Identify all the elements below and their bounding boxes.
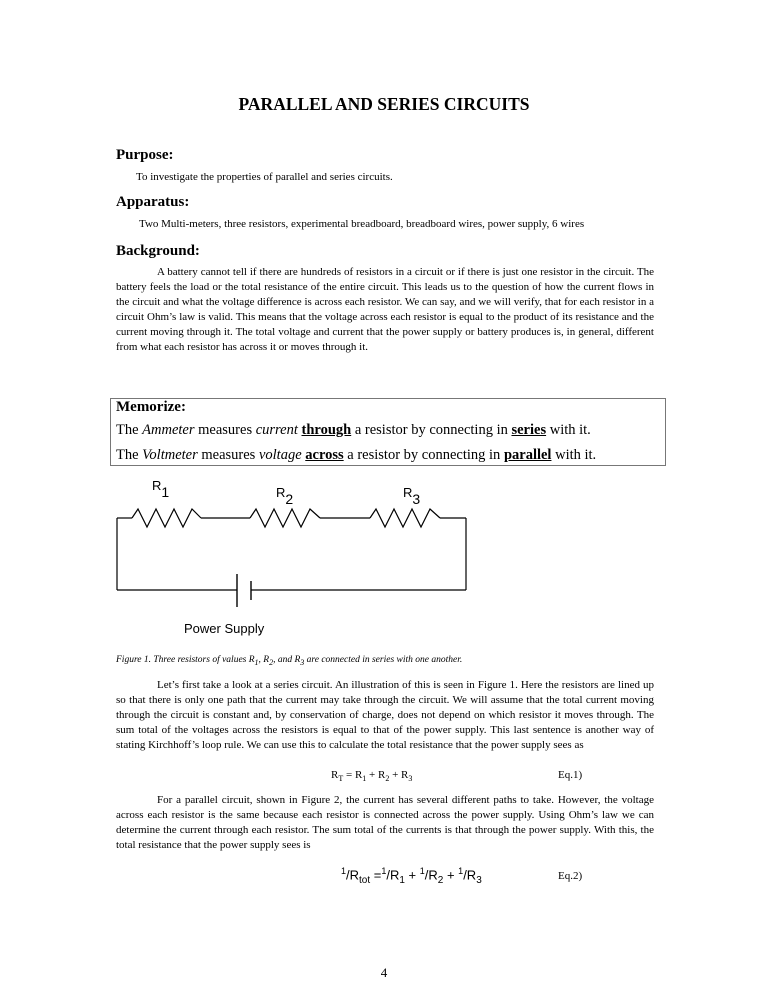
- current-term: current: [255, 422, 298, 438]
- memorize-line-voltmeter: The Voltmeter measures voltage across a resistor by connecting in parallel with it.: [116, 447, 597, 463]
- memorize-heading: Memorize:: [116, 399, 186, 415]
- page-number: 4: [380, 965, 388, 980]
- resistor-r3-symbol: [370, 509, 440, 527]
- background-paragraph: A battery cannot tell if there are hundreds of resistors in a circuit or if there is just one resistor in the circuit. The battery feels the load or the total resistance of the entire circuit. This leads us to the question of how the current flows in the circuit and what the voltage difference is across each resistor. We can say, and we will verify, that for each resistor in a circuit Ohm’s law is valid. This means that the voltage across each resistor is equal to the product of its resistance and the current moving through it. The total voltage and current that the power supply or battery produces is, in general, different from what each resistor has across it or moves through it.: [116, 266, 654, 353]
- equation-1: $R_T = R_1 + R_2 + R_3$: [331, 769, 413, 784]
- memorize-line-ammeter: The Ammeter measures current through a resistor by connecting in series with it.: [116, 422, 591, 438]
- figure1-caption: Figure 1. Three resistors of values $R_1$, $R_2$, and $R_3$ are connected in series with one another.: [116, 655, 463, 667]
- parallel-paragraph: For a parallel circuit, shown in Figure 2, the current has several different paths to take. However, the voltage across each resistor is the same because each resistor is connected across the power supply. Using Ohm’s law we can determine the current through each resistor. The sum total of the currents is that through the power supply. With this, the total resistance that the power supply sees is: [116, 794, 654, 851]
- series-circuit-diagram: [0, 470, 768, 650]
- across-term: across: [305, 447, 344, 463]
- purpose-text: To investigate the properties of parallel and series circuits.: [136, 171, 393, 183]
- apparatus-text: Two Multi-meters, three resistors, experimental breadboard, breadboard wires, power supply, 6 wires: [139, 218, 585, 230]
- resistor-r1-symbol: [132, 509, 201, 527]
- purpose-heading: Purpose:: [116, 147, 174, 163]
- voltmeter-term: Voltmeter: [142, 447, 198, 463]
- voltage-term: voltage: [258, 447, 302, 463]
- apparatus-heading: Apparatus:: [116, 194, 190, 210]
- ammeter-term: Ammeter: [142, 422, 195, 438]
- circuit-wires: [117, 518, 466, 590]
- label-r3: R3: [403, 485, 421, 507]
- label-r1: R1: [152, 478, 170, 500]
- battery-symbol: [237, 574, 251, 607]
- through-term: through: [301, 422, 352, 438]
- label-r2: R2: [276, 485, 294, 507]
- power-supply-label: Power Supply: [184, 621, 265, 636]
- parallel-term: parallel: [503, 447, 552, 463]
- series-term: series: [511, 422, 547, 438]
- equation-2-label: Eq.2): [558, 870, 583, 882]
- background-heading: Background:: [116, 243, 200, 259]
- series-paragraph: Let’s first take a look at a series circuit. An illustration of this is seen in Figure 1. Here the resistors are lined up so that there is only one path that the current may take through the circuit. We will assume that the total current moving through the circuit is constant and, by conservation of charge, does not depend on which resistor it moves through. The sum total of the voltages across the resistors is equal to that of the power supply. This last sentence is another way of stating Kirchhoff’s loop rule. We can use this to calculate the total resistance that the power supply sees as: [116, 679, 654, 751]
- equation-2: $^1/R_{tot} =^1/R_1 + ^1/R_2 + ^1/R_3$: [341, 866, 482, 886]
- page-title: PARALLEL AND SERIES CIRCUITS: [238, 94, 530, 114]
- resistor-r2-symbol: [250, 509, 320, 527]
- equation-1-label: Eq.1): [558, 769, 583, 781]
